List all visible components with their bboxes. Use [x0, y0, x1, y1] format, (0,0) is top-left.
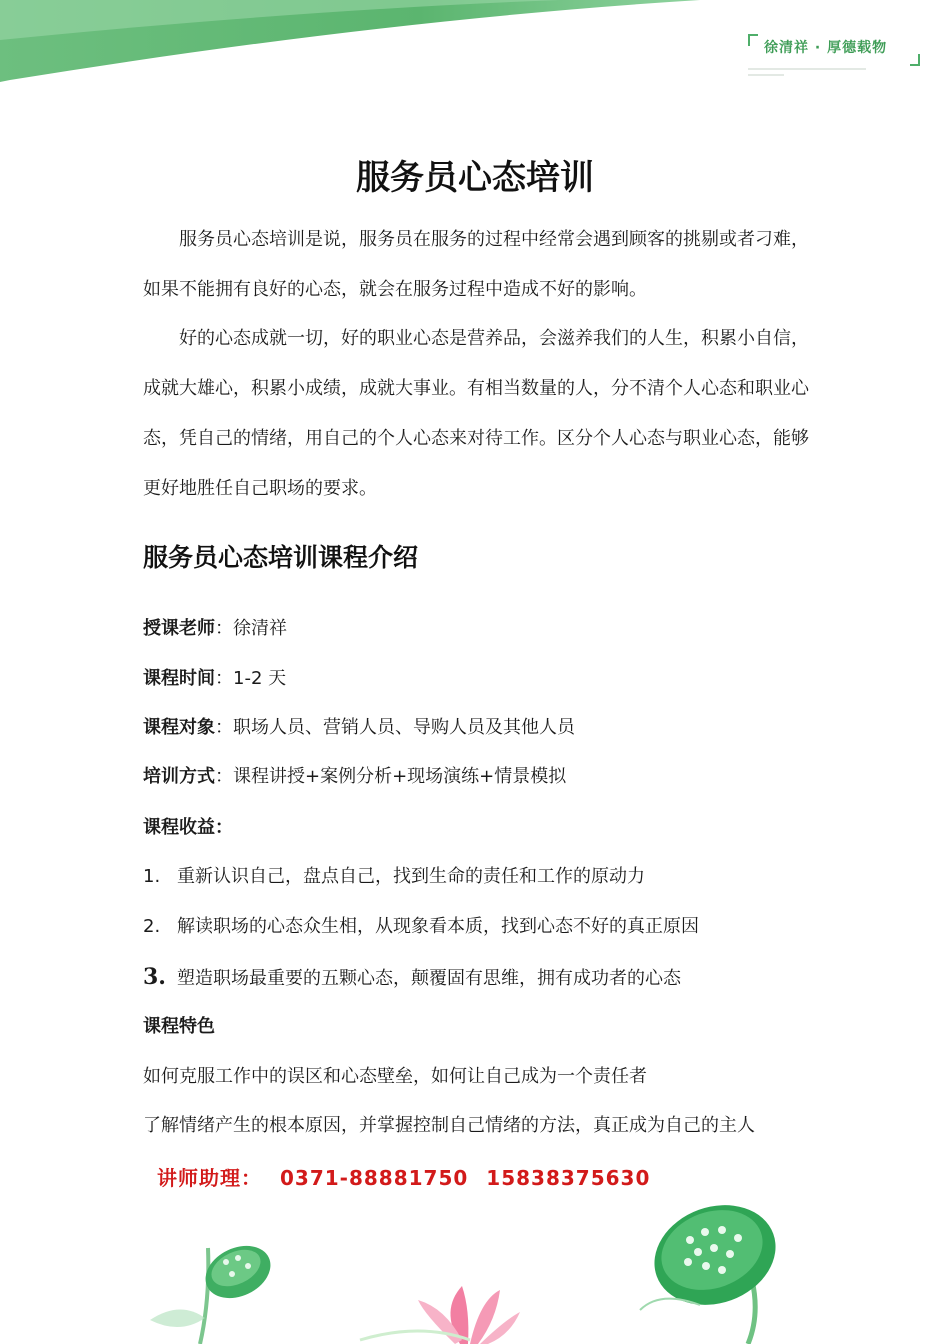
benefit-number: 3. [143, 964, 166, 990]
field-label: 培训方式 [143, 766, 215, 787]
benefit-item-3 [143, 962, 681, 994]
contact-phone-2: 15838375630 [486, 1166, 651, 1190]
lotus-pod-left-icon [150, 1236, 279, 1344]
benefit-number: 2. [143, 916, 161, 937]
page-title: 服务员心态培训 [356, 158, 594, 198]
features-title [143, 1012, 215, 1042]
brand-mark [748, 34, 920, 66]
feature-item-2: 了解情绪产生的根本原因，并掌握控制自己情绪的方法，真正成为自己的主人 [143, 1115, 755, 1136]
field-label: 课程时间 [143, 668, 215, 689]
feature-item-1: 如何克服工作中的误区和心态壁垒，如何让自己成为一个责任者 [143, 1066, 647, 1087]
section-title: 服务员心态培训课程介绍 [143, 543, 419, 572]
field-label: 课程对象 [143, 717, 215, 738]
bracket-bottom-right [910, 54, 920, 66]
contact-label: 讲师助理： [157, 1166, 262, 1190]
features-title-text: 课程特色 [143, 1016, 215, 1037]
lotus-illustration [0, 1190, 950, 1344]
contact-phone-1: 0371-88881750 [280, 1166, 469, 1190]
bracket-top-left [748, 34, 758, 46]
brand-slogan: 徐清祥 · 厚德载物 [764, 40, 888, 56]
field-label: 课程收益 [143, 817, 215, 838]
field-duration [143, 664, 286, 694]
lotus-pod-right-icon [640, 1190, 790, 1344]
field-teacher [143, 614, 287, 644]
benefit-text: 塑造职场最重要的五颗心态，颠覆固有思维，拥有成功者的心态 [177, 968, 681, 989]
field-audience [143, 713, 575, 743]
brand-fine-print [748, 68, 866, 80]
benefit-number: 1. [143, 866, 161, 887]
benefit-item-1 [143, 862, 645, 892]
intro-paragraph-1: 服务员心态培训是说，服务员在服务的过程中经常会遇到顾客的挑剔或者刁难，如果不能拥有良好的心态，就会在服务过程中造成不好的影响。 [143, 229, 809, 300]
field-value: ：1-2 天 [215, 668, 287, 689]
lotus-flower-icon [360, 1286, 520, 1344]
field-value: ： [215, 817, 233, 838]
field-label: 授课老师 [143, 618, 215, 639]
contact-line [157, 1162, 650, 1191]
field-benefits [143, 813, 233, 843]
benefit-item-2 [143, 912, 699, 942]
field-value: ：徐清祥 [215, 618, 287, 639]
benefit-text: 解读职场的心态众生相，从现象看本质，找到心态不好的真正原因 [177, 916, 699, 937]
field-value: ：课程讲授+案例分析+现场演练+情景模拟 [215, 766, 567, 787]
field-value: ：职场人员、营销人员、导购人员及其他人员 [215, 717, 575, 738]
intro-paragraph-2: 好的心态成就一切，好的职业心态是营养品，会滋养我们的人生，积累小自信，成就大雄心，积累小成绩，成就大事业。有相当数量的人，分不清个人心态和职业心态，凭自己的情绪，用自己的个人心态来对待工作。区分个人心态与职业心态，能够更好地胜任自己职场的要求。 [143, 328, 809, 499]
field-method [143, 762, 566, 792]
benefit-text: 重新认识自己，盘点自己，找到生命的责任和工作的原动力 [177, 866, 645, 887]
